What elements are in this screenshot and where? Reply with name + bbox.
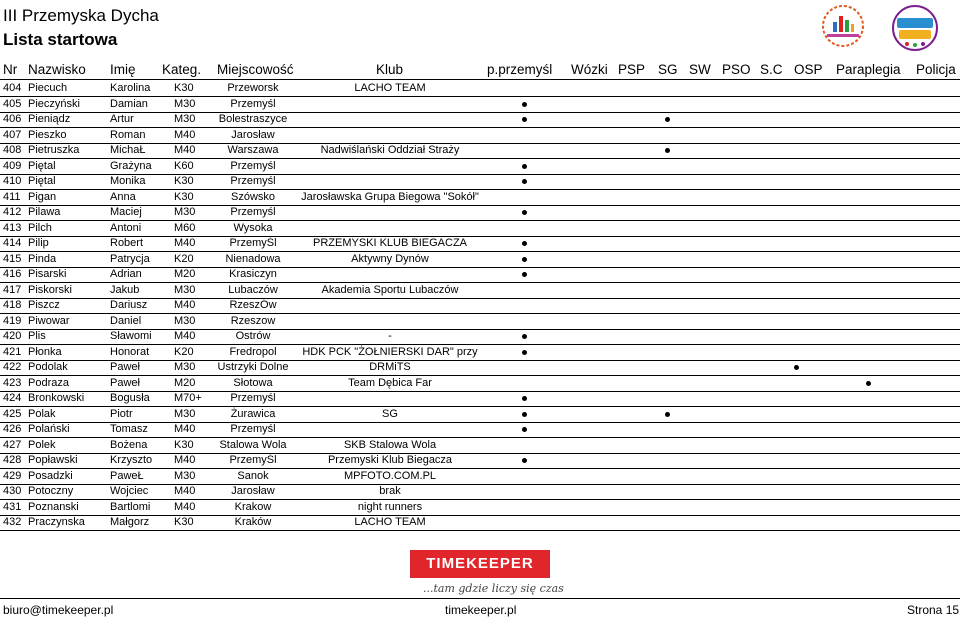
cell-klub: LACHO TEAM xyxy=(354,82,426,94)
cell-imie: Monika xyxy=(110,175,146,187)
col-nazwisko: Nazwisko xyxy=(28,62,86,77)
cell-kat: M40 xyxy=(174,330,196,342)
col-paraplegia: Paraplegia xyxy=(836,62,901,77)
table-row xyxy=(0,143,960,159)
cell-miejsc: Ustrzyki Dolne xyxy=(217,361,289,373)
cell-imie: Antoni xyxy=(110,221,142,234)
cell-miejsc: PrzemyŚl xyxy=(229,454,277,466)
cell-miejsc: Krakow xyxy=(234,500,272,513)
mark-przemysl xyxy=(522,210,527,215)
cell-klub: Nadwiślański Oddział Straży xyxy=(320,144,460,156)
cell-nazwisko: Pisarski xyxy=(28,268,67,280)
cell-klub: Przemyski Klub Biegacza xyxy=(327,454,453,466)
cell-nazwisko: Pilawa xyxy=(28,206,61,218)
cell-imie: Małgorz xyxy=(110,516,150,528)
cell-nr: 420 xyxy=(3,330,22,342)
cell-kat: M40 xyxy=(174,500,196,513)
table-row xyxy=(0,329,960,345)
col-pso: PSO xyxy=(722,62,751,77)
cell-nazwisko: Pietruszka xyxy=(28,144,80,156)
cell-imie: Adrian xyxy=(110,268,142,280)
cell-imie: Roman xyxy=(110,128,146,141)
footer-rule xyxy=(0,598,960,599)
cell-nr: 414 xyxy=(3,237,22,249)
table-row xyxy=(0,205,960,221)
mark-przemysl xyxy=(522,272,527,277)
table-row xyxy=(0,438,960,454)
cell-kat: M60 xyxy=(174,221,196,234)
cell-klub: LACHO TEAM xyxy=(354,516,426,528)
cell-nazwisko: Polański xyxy=(28,423,70,435)
cell-klub: MPFOTO.COM.PL xyxy=(343,469,437,482)
table-row xyxy=(0,236,960,252)
cell-nr: 418 xyxy=(3,299,22,311)
col-sc: S.C xyxy=(760,62,783,77)
mark-przemysl xyxy=(522,458,527,463)
table-row xyxy=(0,407,960,423)
cell-nazwisko: Potoczny xyxy=(28,485,74,497)
mark-przemysl xyxy=(522,179,527,184)
mark-przemysl xyxy=(522,396,527,401)
cell-kat: K30 xyxy=(174,190,194,203)
cell-miejsc: Jarosław xyxy=(231,485,275,497)
table-row xyxy=(0,221,960,237)
cell-nr: 415 xyxy=(3,252,22,265)
cell-imie: Karolina xyxy=(110,82,151,94)
cell-miejsc: Przeworsk xyxy=(227,82,279,94)
cell-nr: 408 xyxy=(3,144,22,156)
cell-imie: Damian xyxy=(110,97,148,110)
cell-klub: night runners xyxy=(357,500,423,513)
cell-nr: 422 xyxy=(3,361,22,373)
cell-nr: 432 xyxy=(3,516,22,528)
cell-miejsc: Żurawica xyxy=(230,407,276,420)
cell-kat: K30 xyxy=(174,82,194,94)
cell-klub: Team Dębica Far xyxy=(348,376,432,389)
cell-nazwisko: Pieszko xyxy=(28,128,67,141)
event-logos xyxy=(815,2,955,54)
cell-nazwisko: Piskorski xyxy=(28,283,73,296)
table-row xyxy=(0,112,960,128)
cell-kat: M40 xyxy=(174,423,196,435)
cell-nazwisko: Polak xyxy=(28,407,56,420)
cell-miejsc: Krasiczyn xyxy=(229,268,277,280)
cell-miejsc: Wysoka xyxy=(233,221,273,234)
cell-nazwisko: Pigan xyxy=(28,190,57,203)
cell-kat: M40 xyxy=(174,144,196,156)
cell-nazwisko: Piszcz xyxy=(28,299,60,311)
mark-przemysl xyxy=(522,102,527,107)
cell-imie: Bożena xyxy=(110,438,148,451)
table-row xyxy=(0,345,960,361)
mark-sc xyxy=(794,365,799,370)
table-row xyxy=(0,391,960,407)
cell-miejsc: Warszawa xyxy=(227,144,279,156)
cell-imie: Anna xyxy=(110,190,136,203)
cell-klub: Akademia Sportu Lubaczów xyxy=(321,283,459,296)
col-policja: Policja xyxy=(916,62,956,77)
cell-kat: M40 xyxy=(174,299,196,311)
cell-nr: 416 xyxy=(3,268,22,280)
mark-przemysl xyxy=(522,427,527,432)
cell-nr: 406 xyxy=(3,113,22,125)
cell-klub: - xyxy=(388,330,392,342)
cell-imie: Paweł xyxy=(110,376,140,389)
cell-nazwisko: Pinda xyxy=(28,252,57,265)
cell-nr: 410 xyxy=(3,175,22,187)
col-wozki: Wózki xyxy=(571,62,608,77)
cell-nazwisko: Podraza xyxy=(28,376,69,389)
cell-imie: Bogusła xyxy=(110,392,150,404)
cell-kat: M30 xyxy=(174,283,196,296)
cell-miejsc: Przemyśl xyxy=(230,175,276,187)
cell-imie: Bartlomi xyxy=(110,500,151,513)
cell-nazwisko: Pieczyński xyxy=(28,97,80,110)
cell-kat: K30 xyxy=(174,175,194,187)
cell-miejsc: Przemyśl xyxy=(230,206,276,218)
cell-imie: PaweŁ xyxy=(110,469,144,482)
footer-page-number: Strona 15 xyxy=(907,603,960,617)
cell-imie: Paweł xyxy=(110,361,140,373)
cell-nazwisko: Piętal xyxy=(28,159,56,172)
cell-miejsc: Jarosław xyxy=(231,128,275,141)
timekeeper-slogan: ...tam gdzie liczy się czas xyxy=(423,582,564,595)
table-row xyxy=(0,500,960,516)
cell-miejsc: PrzemyŚl xyxy=(229,237,277,249)
cell-nazwisko: Piętal xyxy=(28,175,56,187)
row-rule xyxy=(0,530,960,531)
cell-nazwisko: Polek xyxy=(28,438,56,451)
cell-kat: M40 xyxy=(174,237,196,249)
mark-paraplegia xyxy=(866,381,871,386)
table-row xyxy=(0,469,960,485)
col-kateg: Kateg. xyxy=(162,62,202,77)
cell-kat: K20 xyxy=(174,252,194,265)
table-row xyxy=(0,298,960,314)
cell-imie: Sławomi xyxy=(110,330,152,342)
cell-klub: brak xyxy=(379,485,401,497)
cell-imie: Piotr xyxy=(110,407,133,420)
cell-miejsc: Ostrów xyxy=(235,330,271,342)
cell-kat: M20 xyxy=(174,268,196,280)
cell-imie: MichaŁ xyxy=(110,144,146,156)
cell-nazwisko: Poznanski xyxy=(28,500,79,513)
list-title: Lista startowa xyxy=(3,30,118,49)
cell-miejsc: Lubaczów xyxy=(228,283,278,296)
cell-miejsc: Przemyśl xyxy=(230,423,276,435)
table-row xyxy=(0,81,960,97)
cell-kat: M40 xyxy=(174,485,196,497)
cell-imie: Daniel xyxy=(110,314,142,327)
cell-nr: 429 xyxy=(3,469,22,482)
cell-nr: 426 xyxy=(3,423,22,435)
cell-miejsc: Słotowa xyxy=(233,376,273,389)
cell-nr: 407 xyxy=(3,128,22,141)
table-row xyxy=(0,376,960,392)
col-sw: SW xyxy=(689,62,711,77)
table-row xyxy=(0,267,960,283)
cell-kat: M30 xyxy=(174,97,196,110)
cell-nazwisko: Piecuch xyxy=(28,82,68,94)
cell-nr: 404 xyxy=(3,82,22,94)
cell-nr: 430 xyxy=(3,485,22,497)
cell-kat: M30 xyxy=(174,206,196,218)
table-row xyxy=(0,484,960,500)
cell-nazwisko: Pieniądz xyxy=(28,113,71,125)
mark-przemysl xyxy=(522,334,527,339)
table-row xyxy=(0,128,960,144)
mark-przemysl xyxy=(522,350,527,355)
cell-kat: M30 xyxy=(174,469,196,482)
table-row xyxy=(0,159,960,175)
cell-klub: SG xyxy=(382,407,398,420)
table-row xyxy=(0,190,960,206)
cell-nr: 412 xyxy=(3,206,22,218)
cell-kat: M20 xyxy=(174,376,196,389)
mark-sg xyxy=(665,148,670,153)
cell-kat: K30 xyxy=(174,516,194,528)
event-title: III Przemyska Dycha xyxy=(3,6,159,25)
cell-imie: Patrycja xyxy=(110,252,150,265)
cell-imie: Tomasz xyxy=(110,423,148,435)
city-logo xyxy=(823,6,863,46)
cell-nr: 424 xyxy=(3,392,22,404)
table-row xyxy=(0,314,960,330)
cell-miejsc: RzeszÓw xyxy=(229,299,277,311)
cell-nr: 417 xyxy=(3,283,22,296)
cell-kat: K30 xyxy=(174,438,194,451)
table-row xyxy=(0,360,960,376)
timekeeper-logo: TIMEKEEPER xyxy=(410,550,550,578)
cell-miejsc: Szówsko xyxy=(230,190,276,203)
cell-nr: 423 xyxy=(3,376,22,389)
cell-nr: 431 xyxy=(3,500,22,513)
mark-przemysl xyxy=(522,412,527,417)
cell-klub: Jarosławska Grupa Biegowa "Sokół" xyxy=(301,190,479,203)
table-row xyxy=(0,283,960,299)
przemyska-dycha-logo xyxy=(893,6,937,50)
cell-kat: K20 xyxy=(174,345,194,358)
cell-nazwisko: Pilip xyxy=(28,237,49,249)
cell-klub: HDK PCK "ŻOŁNIERSKI DAR" przy xyxy=(302,345,478,358)
cell-klub: PRZEMYSKI KLUB BIEGACZA xyxy=(312,237,468,249)
cell-kat: M40 xyxy=(174,128,196,141)
cell-nazwisko: Popławski xyxy=(28,454,78,466)
cell-miejsc: Kraków xyxy=(234,516,272,528)
cell-nazwisko: Plis xyxy=(28,330,46,342)
cell-imie: Honorat xyxy=(110,345,150,358)
cell-nazwisko: Bronkowski xyxy=(28,392,85,404)
cell-imie: Jakub xyxy=(110,283,140,296)
cell-kat: M30 xyxy=(174,361,196,373)
cell-kat: K60 xyxy=(174,159,194,172)
cell-klub: Aktywny Dynów xyxy=(351,252,429,265)
header-rule xyxy=(0,79,960,80)
cell-nazwisko: Piwowar xyxy=(28,314,70,327)
cell-nr: 419 xyxy=(3,314,22,327)
cell-nr: 411 xyxy=(3,190,21,203)
cell-nazwisko: Płonka xyxy=(28,345,62,358)
col-osp: OSP xyxy=(794,62,823,77)
cell-imie: Robert xyxy=(110,237,144,249)
mark-przemysl xyxy=(522,257,527,262)
cell-miejsc: Bolestraszyce xyxy=(218,113,288,125)
cell-nr: 413 xyxy=(3,221,22,234)
cell-kat: M30 xyxy=(174,314,196,327)
mark-przemysl xyxy=(522,241,527,246)
cell-miejsc: Przemyśl xyxy=(230,97,276,110)
table-row xyxy=(0,515,960,531)
mark-sg xyxy=(665,412,670,417)
col-miejscowosc: Miejscowość xyxy=(217,62,294,77)
table-row xyxy=(0,97,960,113)
cell-kat: M40 xyxy=(174,454,196,466)
table-row xyxy=(0,252,960,268)
mark-przemysl xyxy=(522,117,527,122)
cell-imie: Grażyna xyxy=(110,159,152,172)
cell-nazwisko: Praczynska xyxy=(28,516,85,528)
col-psp: PSP xyxy=(618,62,646,77)
cell-nr: 425 xyxy=(3,407,22,420)
table-row xyxy=(0,422,960,438)
cell-imie: Dariusz xyxy=(110,299,148,311)
col-sg: SG xyxy=(658,62,678,77)
cell-nazwisko: Pilch xyxy=(28,221,52,234)
cell-nr: 405 xyxy=(3,97,22,110)
mark-sg xyxy=(665,117,670,122)
cell-klub: SKB Stalowa Wola xyxy=(343,438,437,451)
cell-nazwisko: Podolak xyxy=(28,361,68,373)
cell-imie: Krzyszto xyxy=(110,454,153,466)
cell-miejsc: Nienadowa xyxy=(225,252,281,265)
cell-imie: Wojciec xyxy=(110,485,149,497)
mark-przemysl xyxy=(522,164,527,169)
col-klub: Klub xyxy=(376,62,404,77)
cell-nr: 427 xyxy=(3,438,22,451)
col-imie: Imię xyxy=(110,62,136,77)
cell-miejsc: Fredropol xyxy=(229,345,277,358)
cell-miejsc: Sanok xyxy=(237,469,269,482)
footer-website[interactable]: timekeeper.pl xyxy=(445,603,517,617)
table-row xyxy=(0,453,960,469)
cell-klub: DRMiTS xyxy=(369,361,411,373)
col-przemysl: p.przemyśl xyxy=(487,62,553,77)
cell-kat: M30 xyxy=(174,407,196,420)
cell-miejsc: Przemyśl xyxy=(230,159,276,172)
cell-miejsc: Rzeszow xyxy=(230,314,276,327)
cell-imie: Artur xyxy=(110,113,134,125)
cell-kat: M70+ xyxy=(174,392,202,404)
col-nr: Nr xyxy=(3,62,18,77)
cell-kat: M30 xyxy=(174,113,196,125)
cell-miejsc: Przemyśl xyxy=(230,392,276,404)
cell-nr: 409 xyxy=(3,159,22,172)
table-row xyxy=(0,174,960,190)
cell-nr: 421 xyxy=(3,345,22,358)
footer-email[interactable]: biuro@timekeeper.pl xyxy=(3,603,114,617)
cell-nr: 428 xyxy=(3,454,22,466)
cell-nazwisko: Posadzki xyxy=(28,469,73,482)
cell-miejsc: Stalowa Wola xyxy=(219,438,287,451)
cell-imie: Maciej xyxy=(110,206,142,218)
